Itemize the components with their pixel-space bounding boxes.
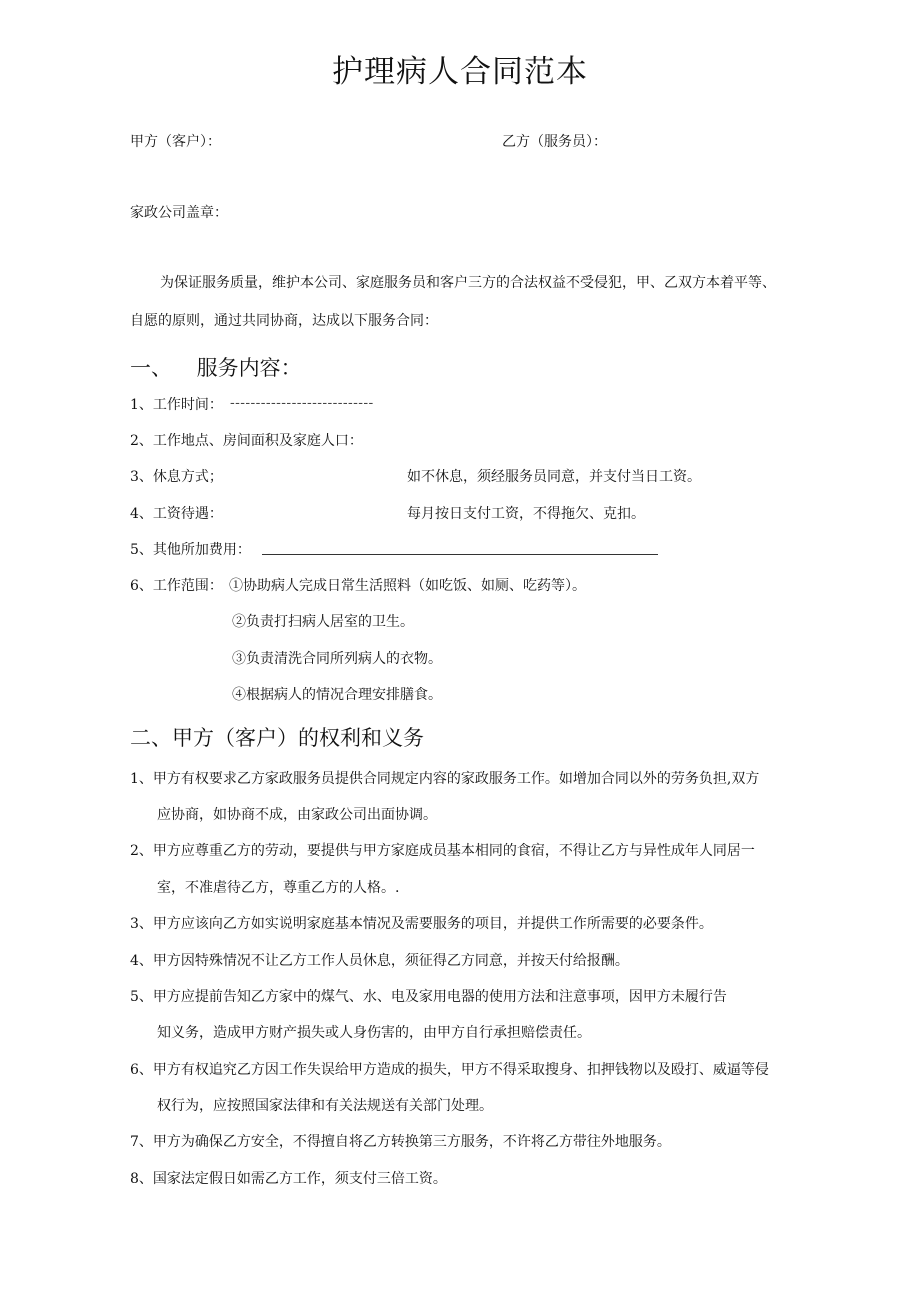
clause-7: 7、甲方为确保乙方安全，不得擅自将乙方转换第三方服务，不许将乙方带往外地服务。 (130, 1134, 671, 1150)
clause-3: 3、甲方应该向乙方如实说明家庭基本情况及需要服务的项目，并提供工作所需要的必要条件。 (130, 916, 713, 932)
section-2-heading: 二、甲方（客户）的权利和义务 (130, 726, 424, 750)
item-4-value: 每月按日支付工资，不得拖欠、克扣。 (407, 506, 645, 522)
clause-6-line-2: 权行为，应按照国家法律和有关法规送有关部门处理。 (157, 1098, 493, 1114)
item-2-label: 2、工作地点、房间面积及家庭人口： (130, 433, 363, 449)
item-6-sub-2: ②负责打扫病人居室的卫生。 (232, 614, 414, 630)
clause-6-line-1: 6、甲方有权追究乙方因工作失误给甲方造成的损失，甲方不得采取搜身、扣押钱物以及殴打、威逼等侵 (130, 1062, 769, 1078)
company-seal-label: 家政公司盖章： (130, 205, 228, 221)
item-5-label: 5、其他所加费用： (130, 542, 251, 558)
item-4-label: 4、工资待遇： (130, 506, 223, 522)
intro-line-1: 为保证服务质量，维护本公司、家庭服务员和客户三方的合法权益不受侵犯，甲、乙双方本着平等、 (160, 275, 776, 291)
intro-line-2: 自愿的原则，通过共同协商，达成以下服务合同： (130, 313, 438, 329)
party-b-label: 乙方（服务员）： (502, 134, 607, 150)
item-6-label: 6、工作范围： (130, 578, 223, 594)
item-5-underline (262, 541, 658, 555)
document-title: 护理病人合同范本 (332, 54, 588, 90)
item-3-value: 如不休息，须经服务员同意，并支付当日工资。 (407, 469, 701, 485)
section-1-heading: 一、 服务内容： (130, 356, 302, 380)
clause-4: 4、甲方因特殊情况不让乙方工作人员休息，须征得乙方同意，并按天付给报酬。 (130, 953, 629, 969)
clause-1-line-1: 1、甲方有权要求乙方家政服务员提供合同规定内容的家政服务工作。如增加合同以外的劳务负担,双方 (130, 771, 760, 787)
item-6-sub-3: ③负责清洗合同所列病人的衣物。 (232, 651, 442, 667)
clause-8: 8、国家法定假日如需乙方工作，须支付三倍工资。 (130, 1171, 447, 1187)
clause-5-line-2: 知义务，造成甲方财产损失或人身伤害的，由甲方自行承担赔偿责任。 (157, 1025, 591, 1041)
clause-1-line-2: 应协商，如协商不成，由家政公司出面协调。 (157, 807, 437, 823)
clause-2-line-2: 室，不准虐待乙方，尊重乙方的人格。. (157, 880, 400, 896)
clause-2-line-1: 2、甲方应尊重乙方的劳动，要提供与甲方家庭成员基本相同的食宿，不得让乙方与异性成年人同居一 (130, 843, 755, 859)
item-6-sub-4: ④根据病人的情况合理安排膳食。 (232, 687, 442, 703)
clause-5-line-1: 5、甲方应提前告知乙方家中的煤气、水、电及家用电器的使用方法和注意事项，因甲方未履行告 (130, 989, 727, 1005)
item-1-label: 1、工作时间： (130, 397, 223, 413)
party-a-label: 甲方（客户）： (130, 134, 221, 150)
item-3-label: 3、休息方式； (130, 469, 223, 485)
item-1-blank: ---------------------------- (230, 395, 374, 411)
item-6-sub-1: ①协助病人完成日常生活照料（如吃饭、如厕、吃药等）。 (229, 578, 586, 594)
